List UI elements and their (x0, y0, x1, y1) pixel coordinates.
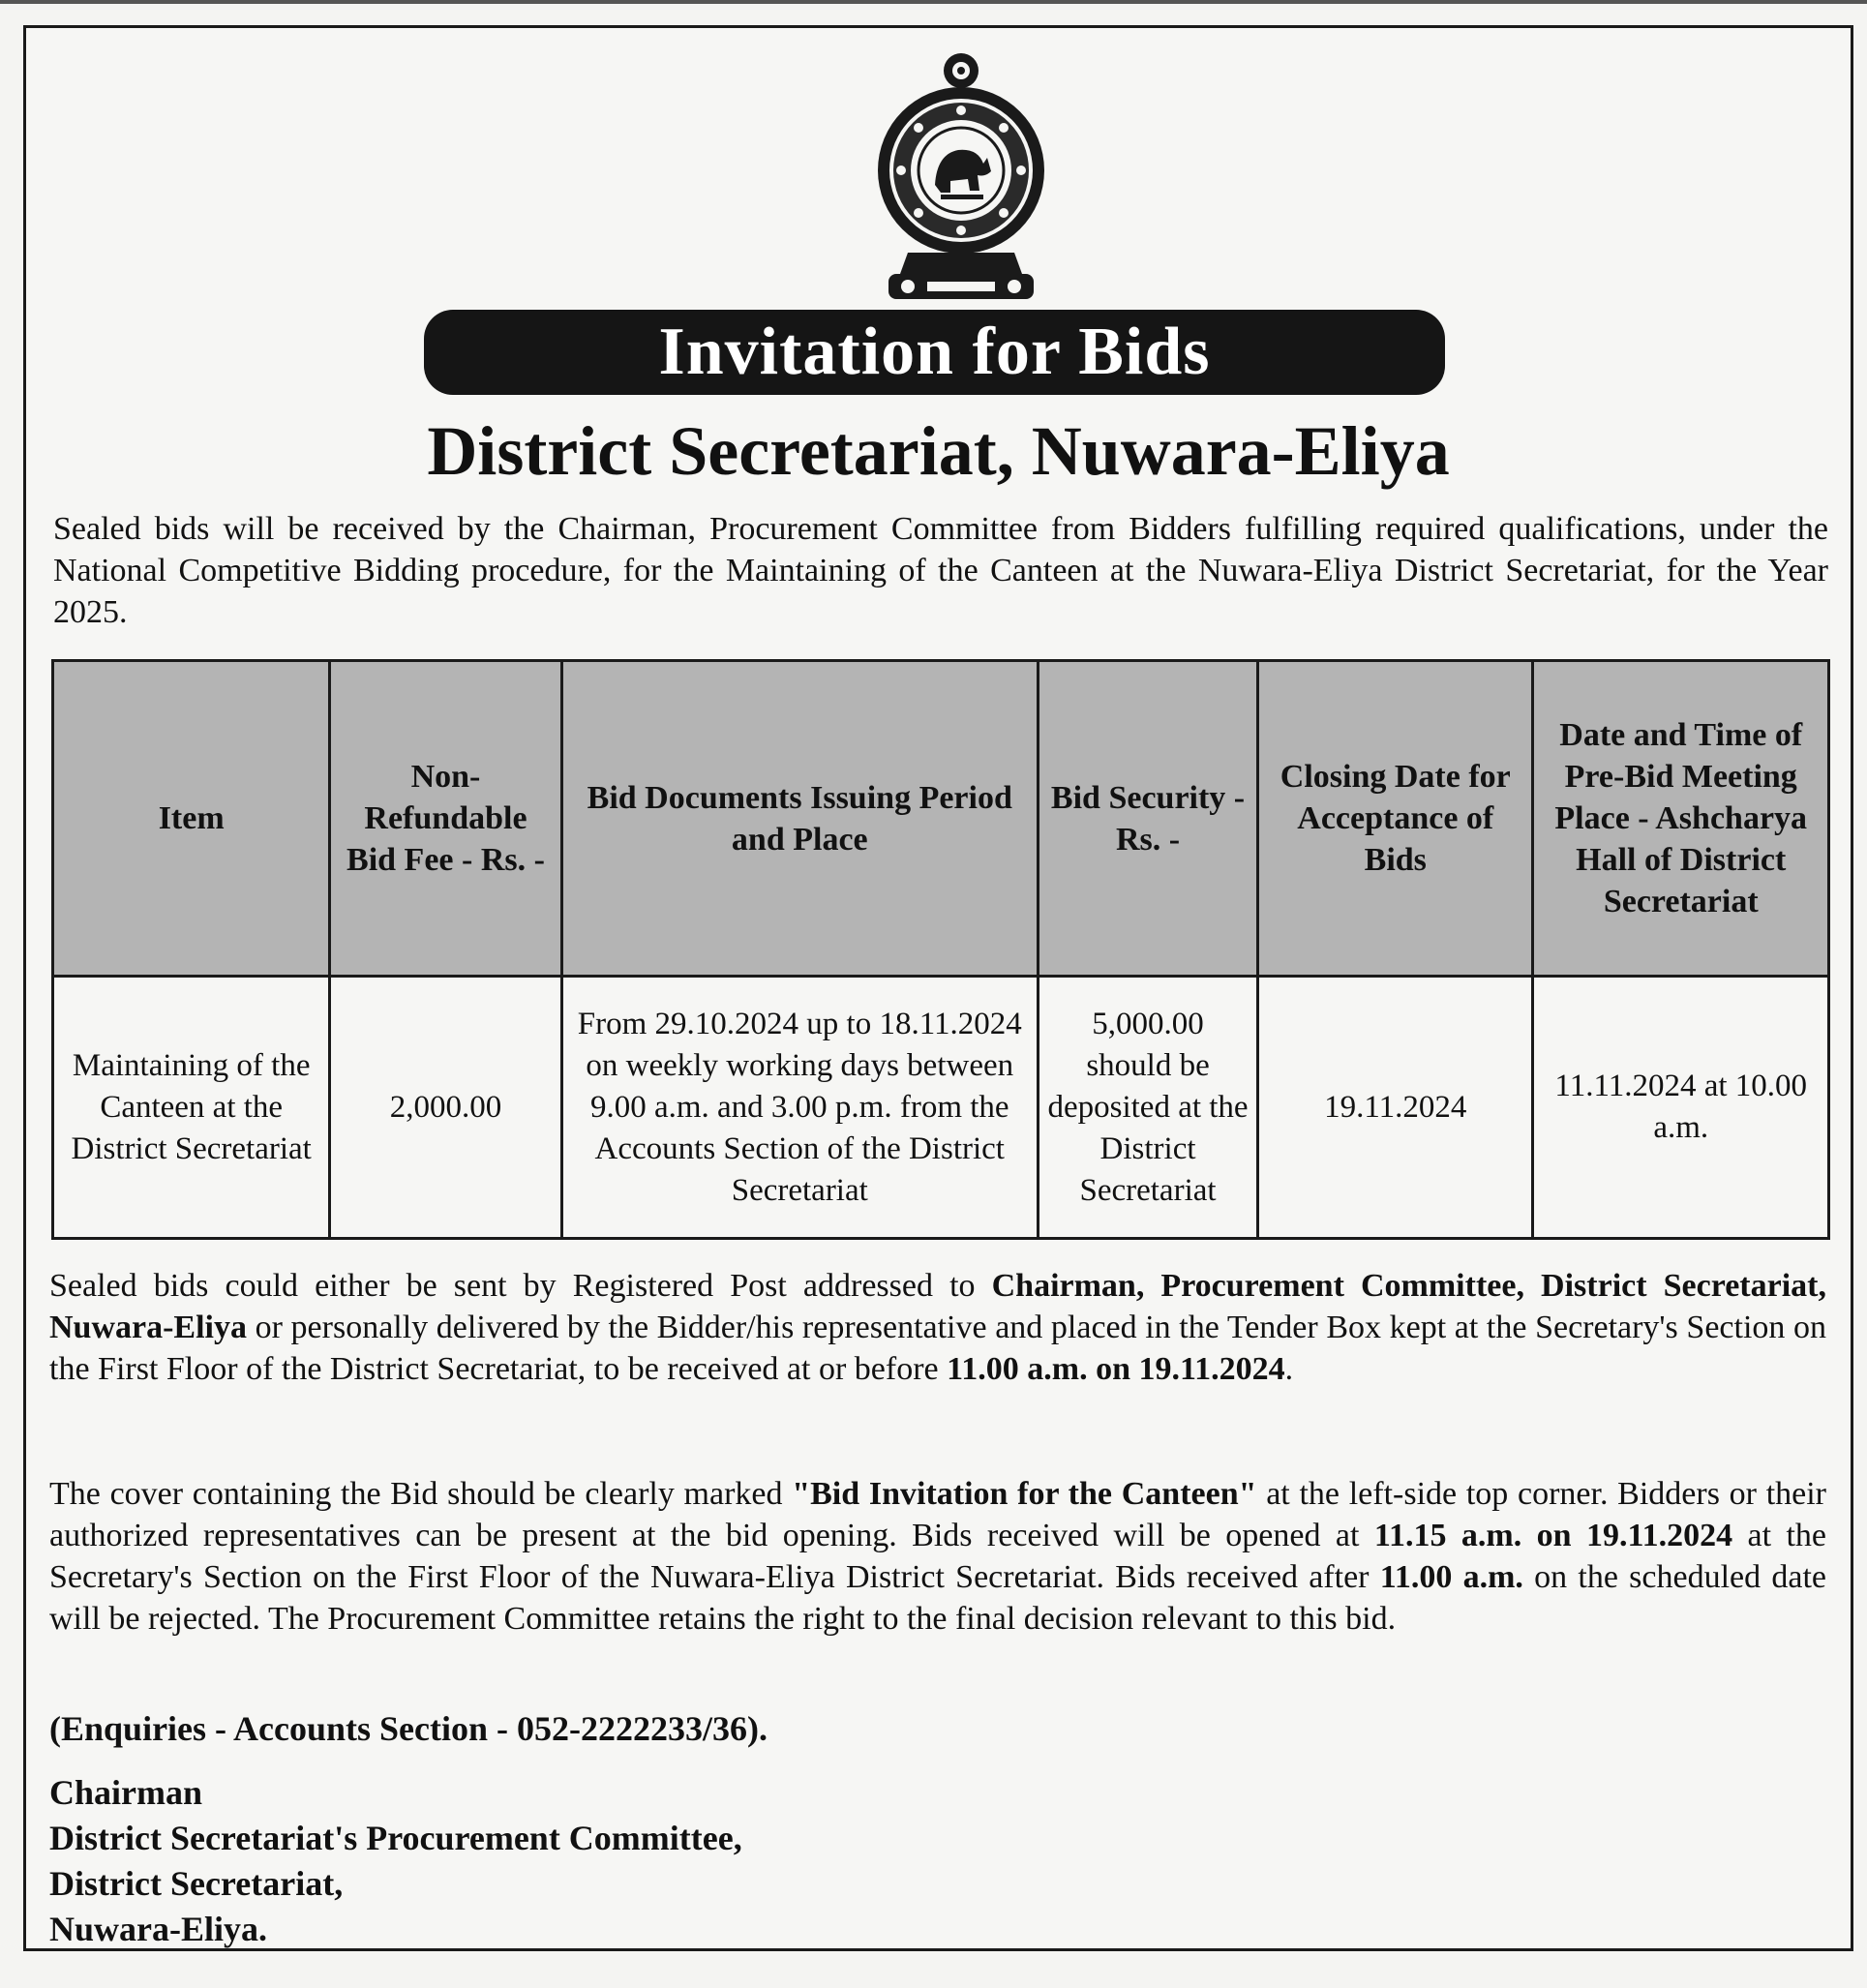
col-header-item: Item (53, 661, 330, 977)
cell-issuing-period: From 29.10.2024 up to 18.11.2024 on weekly working days between 9.00 a.m. and 3.00 p.m. from the Accounts Section of the District Secretariat (561, 977, 1038, 1239)
opening-time: 11.15 a.m. on 19.11.2024 (1373, 1518, 1733, 1553)
submission-address: Chairman, Procurement Committee, District Secretariat, Nuwara-Eliya (49, 1268, 1826, 1345)
cell-pre-bid-meeting: 11.11.2024 at 10.00 a.m. (1533, 977, 1829, 1239)
signature-block (49, 1770, 742, 1952)
submission-paragraph (49, 1265, 1826, 1390)
national-emblem-icon (869, 49, 1053, 305)
submission-text-1: Sealed bids could either be sent by Registered Post addressed to (49, 1268, 992, 1304)
intro-paragraph: Sealed bids will be received by the Chairman, Procurement Committee from Bidders fulfilling required qualifications, under the National Competitive Bidding procedure, for the Maintaining of the Canteen at the Nuwara-Eliya District Secretariat, for the Year 2025. (53, 511, 1828, 630)
col-header-bid-security: Bid Security - Rs. - (1038, 661, 1257, 977)
submission-deadline: 11.00 a.m. on 19.11.2024 (947, 1351, 1285, 1387)
signature-line: Nuwara-Eliya. (49, 1910, 267, 1948)
submission-text-3: . (1284, 1351, 1294, 1387)
table-header-row (53, 661, 1829, 977)
rejection-time: 11.00 a.m. (1379, 1559, 1523, 1595)
signature-line: Chairman (49, 1773, 203, 1812)
signature-line: District Secretariat's Procurement Committee, (49, 1819, 742, 1857)
opening-text-2: at the left-side top corner. Bidders or their authorized representatives can be present at the bid opening. Bids received will be opened at (49, 1476, 1826, 1553)
opening-text-1: The cover containing the Bid should be clearly marked (49, 1476, 793, 1512)
notice-frame (23, 25, 1853, 1951)
opening-text-4: on the scheduled date will be rejected. The Procurement Committee retains the right to the final decision relevant to this bid. (49, 1559, 1826, 1637)
opening-paragraph (49, 1473, 1826, 1640)
cell-closing-date: 19.11.2024 (1258, 977, 1533, 1239)
col-header-issuing-period: Bid Documents Issuing Period and Place (561, 661, 1038, 977)
banner-title: Invitation for Bids (658, 315, 1211, 389)
submission-text-2: or personally delivered by the Bidder/his representative and placed in the Tender Box kept at the Secretary's Section on the First Floor of the District Secretariat, to be received at or before (49, 1310, 1826, 1387)
top-rule (0, 0, 1867, 4)
title-banner (424, 310, 1445, 395)
office-title: District Secretariat, Nuwara-Eliya (427, 412, 1450, 490)
col-header-closing-date: Closing Date for Acceptance of Bids (1258, 661, 1533, 977)
col-header-bid-fee: Non-Refundable Bid Fee - Rs. - (330, 661, 561, 977)
bid-schedule-table (51, 659, 1830, 1240)
opening-text-3: at the Secretary's Section on the First Floor of the Nuwara-Eliya District Secretariat. Bids received after (49, 1518, 1827, 1595)
enquiries-line: (Enquiries - Accounts Section - 052-2222233/36). (49, 1709, 768, 1748)
col-header-pre-bid-meeting: Date and Time of Pre-Bid Meeting Place - Ashcharya Hall of District Secretariat (1533, 661, 1829, 977)
cell-item: Maintaining of the Canteen at the District Secretariat (53, 977, 330, 1239)
table-row (53, 977, 1829, 1239)
cell-bid-security: 5,000.00 should be deposited at the District Secretariat (1038, 977, 1257, 1239)
cell-bid-fee: 2,000.00 (330, 977, 561, 1239)
signature-line: District Secretariat, (49, 1864, 344, 1903)
cover-marking: "Bid Invitation for the Canteen" (792, 1476, 1257, 1512)
